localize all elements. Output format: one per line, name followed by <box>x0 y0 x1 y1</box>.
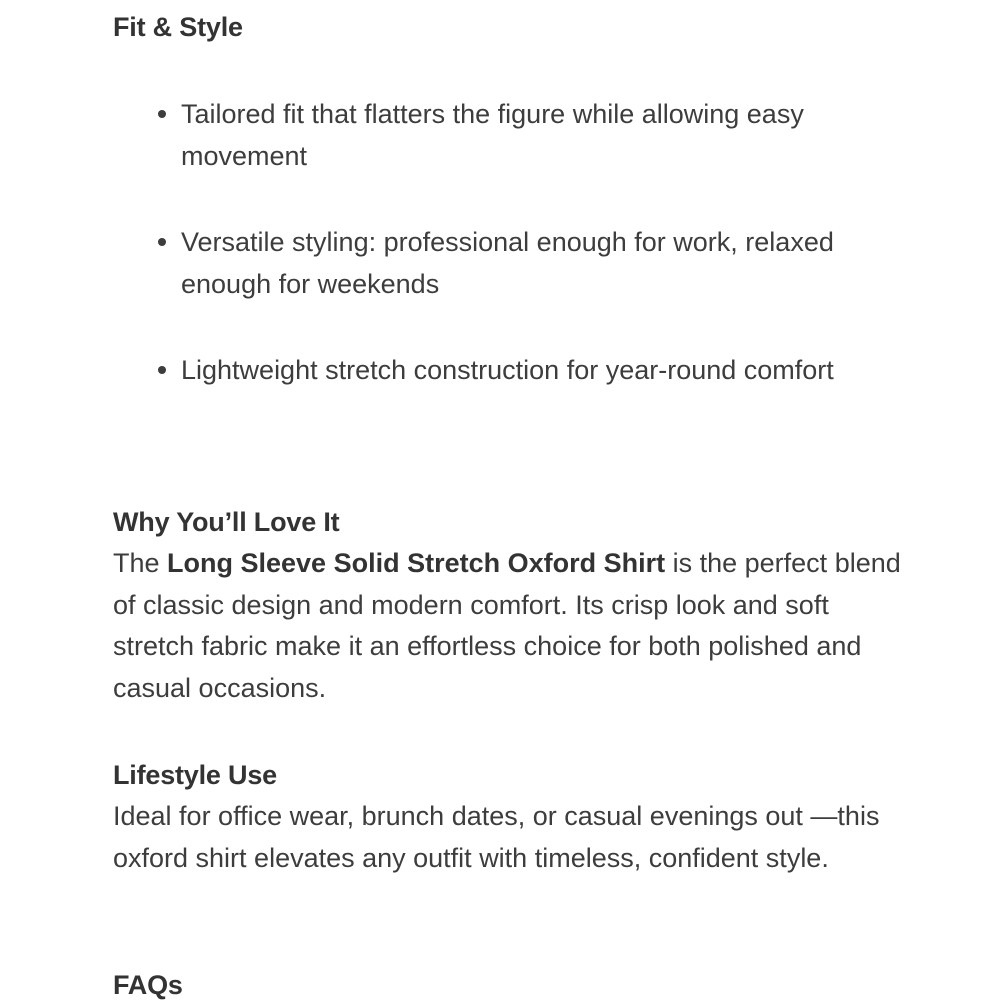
bullet-dot-icon <box>158 238 166 246</box>
bullet-dot-icon <box>158 110 166 118</box>
list-item-text: Tailored fit that flatters the figure while allowing easy movement <box>181 99 804 171</box>
list-item <box>113 93 903 177</box>
bullet-dot-icon <box>158 366 166 374</box>
fit-style-heading: Fit & Style <box>113 12 243 42</box>
why-love-section <box>113 502 903 709</box>
lifestyle-heading: Lifestyle Use <box>113 760 277 790</box>
faqs-heading: FAQs <box>113 970 183 1000</box>
list-item-text: Lightweight stretch construction for year-round comfort <box>181 355 834 385</box>
list-item-text: Versatile styling: professional enough for work, relaxed enough for weekends <box>181 227 834 299</box>
product-name: Long Sleeve Solid Stretch Oxford Shirt <box>167 548 666 578</box>
fit-style-list <box>113 93 903 435</box>
lifestyle-paragraph: Ideal for office wear, brunch dates, or casual evenings out —this oxford shirt elevates any outfit with timeless, confident style. <box>113 801 880 873</box>
why-love-paragraph <box>113 543 903 709</box>
why-love-text-prefix: The <box>113 548 168 578</box>
why-love-text-suffix: is the perfect blend of classic design and modern comfort. Its crisp look and soft stretch fabric make it an effortless choice for both polished and casual occasions. <box>113 548 901 703</box>
list-item <box>113 221 903 305</box>
why-love-heading: Why You’ll Love It <box>113 507 340 537</box>
list-item <box>113 349 903 391</box>
lifestyle-section <box>113 755 903 879</box>
